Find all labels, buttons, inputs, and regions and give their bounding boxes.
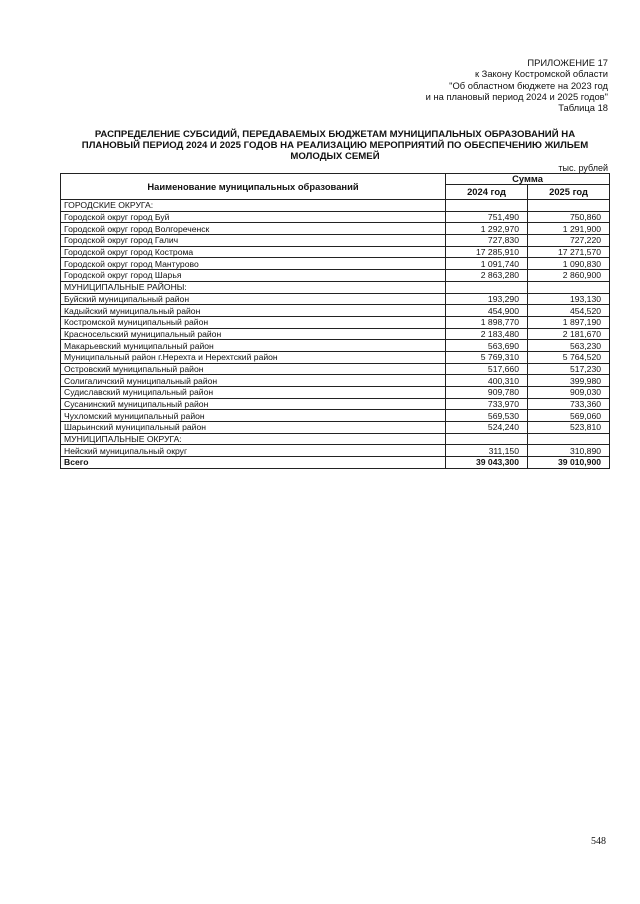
- cell-2024: 2 863,280: [446, 270, 528, 282]
- cell-2025: 193,130: [528, 293, 610, 305]
- total-2024: 39 043,300: [446, 457, 528, 469]
- cell-2024: 751,490: [446, 211, 528, 223]
- cell-2025: [528, 281, 610, 293]
- table-row: [61, 398, 610, 410]
- document-title: [60, 129, 610, 162]
- cell-name: Городской округ город Кострома: [61, 246, 446, 258]
- total-2025: 39 010,900: [528, 457, 610, 469]
- cell-2025: 563,230: [528, 340, 610, 352]
- cell-2024: [446, 281, 528, 293]
- cell-2024: 1 292,970: [446, 223, 528, 235]
- cell-2025: 1 291,900: [528, 223, 610, 235]
- cell-2024: 454,900: [446, 305, 528, 317]
- subsidy-table: [60, 173, 610, 469]
- column-header-name: Наименование муниципальных образований: [61, 174, 446, 200]
- table-row: [61, 270, 610, 282]
- header-law-line: к Закону Костромской области: [474, 68, 608, 80]
- cell-name: Костромской муниципальный район: [61, 316, 446, 328]
- column-header-2024: 2024 год: [446, 185, 528, 200]
- cell-2024: 517,660: [446, 363, 528, 375]
- table-row: [61, 235, 610, 247]
- cell-2024: 17 285,910: [446, 246, 528, 258]
- cell-2025: 454,520: [528, 305, 610, 317]
- cell-2024: 733,970: [446, 398, 528, 410]
- section-header-row: [61, 200, 610, 212]
- cell-2024: 1 898,770: [446, 316, 528, 328]
- cell-name: Муниципальный район г.Нерехта и Нерехтский район: [61, 351, 446, 363]
- cell-name: Городской округ город Мантурово: [61, 258, 446, 270]
- cell-2025: 2 181,670: [528, 328, 610, 340]
- cell-2024: 524,240: [446, 422, 528, 434]
- cell-name: Городской округ город Шарья: [61, 270, 446, 282]
- cell-2025: 1 090,830: [528, 258, 610, 270]
- total-row: [61, 457, 610, 469]
- header-appendix-line: ПРИЛОЖЕНИЕ 17: [527, 57, 608, 68]
- title-line-1: РАСПРЕДЕЛЕНИЕ СУБСИДИЙ, ПЕРЕДАВАЕМЫХ БЮДЖЕТАМ МУНИЦИПАЛЬНЫХ ОБРАЗОВАНИЙ НА: [94, 129, 576, 140]
- cell-2024: [446, 433, 528, 445]
- cell-2025: 733,360: [528, 398, 610, 410]
- cell-2025: 17 271,570: [528, 246, 610, 258]
- cell-name: Городской округ город Буй: [61, 211, 446, 223]
- total-label: Всего: [61, 457, 446, 469]
- cell-name: Шарьинский муниципальный район: [61, 422, 446, 434]
- cell-name: МУНИЦИПАЛЬНЫЕ ОКРУГА:: [61, 433, 446, 445]
- table-row: [61, 211, 610, 223]
- cell-2025: 569,060: [528, 410, 610, 422]
- cell-name: Городской округ город Волгореченск: [61, 223, 446, 235]
- table-row: [61, 293, 610, 305]
- header-budget-line: "Об областном бюджете на 2023 год: [449, 79, 608, 91]
- table-row: [61, 305, 610, 317]
- table-row: [61, 375, 610, 387]
- cell-2025: 310,890: [528, 445, 610, 457]
- table-row: [61, 351, 610, 363]
- cell-name: Островский муниципальный район: [61, 363, 446, 375]
- table-row: [61, 363, 610, 375]
- cell-name: Солигаличский муниципальный район: [61, 375, 446, 387]
- cell-name: Городской округ город Галич: [61, 235, 446, 247]
- table-row: [61, 316, 610, 328]
- cell-name: Буйский муниципальный район: [61, 293, 446, 305]
- cell-2024: 311,150: [446, 445, 528, 457]
- cell-name: Кадыйский муниципальный район: [61, 305, 446, 317]
- table-row: [61, 387, 610, 399]
- cell-name: Нейский муниципальный округ: [61, 445, 446, 457]
- title-line-3: МОЛОДЫХ СЕМЕЙ: [290, 151, 380, 162]
- cell-2025: 750,860: [528, 211, 610, 223]
- column-header-sum: Сумма: [446, 174, 610, 185]
- cell-2024: 400,310: [446, 375, 528, 387]
- table-row: [61, 246, 610, 258]
- title-line-2: ПЛАНОВЫЙ ПЕРИОД 2024 И 2025 ГОДОВ НА РЕАЛИЗАЦИЮ МЕРОПРИЯТИЙ ПО ОБЕСПЕЧЕНИЮ ЖИЛЬЕМ: [81, 140, 589, 151]
- cell-2025: 2 860,900: [528, 270, 610, 282]
- cell-2025: 399,980: [528, 375, 610, 387]
- cell-2025: 727,220: [528, 235, 610, 247]
- cell-2025: [528, 200, 610, 212]
- cell-2025: 909,030: [528, 387, 610, 399]
- cell-name: Судиславский муниципальный район: [61, 387, 446, 399]
- document-header: [426, 57, 608, 113]
- table-row: [61, 328, 610, 340]
- units-label: тыс. рублей: [558, 163, 608, 173]
- cell-2024: 909,780: [446, 387, 528, 399]
- header-table-number: Таблица 18: [558, 102, 608, 114]
- header-period-line: и на плановый период 2024 и 2025 годов": [425, 90, 608, 102]
- cell-2024: 1 091,740: [446, 258, 528, 270]
- cell-2024: [446, 200, 528, 212]
- cell-2025: 5 764,520: [528, 351, 610, 363]
- section-header-row: [61, 433, 610, 445]
- cell-name: Красносельский муниципальный район: [61, 328, 446, 340]
- cell-2024: 5 769,310: [446, 351, 528, 363]
- cell-name: Чухломский муниципальный район: [61, 410, 446, 422]
- table-row: [61, 223, 610, 235]
- cell-2024: 569,530: [446, 410, 528, 422]
- column-header-2025: 2025 год: [528, 185, 610, 200]
- cell-2025: 517,230: [528, 363, 610, 375]
- section-header-row: [61, 281, 610, 293]
- cell-name: МУНИЦИПАЛЬНЫЕ РАЙОНЫ:: [61, 281, 446, 293]
- cell-name: Сусанинский муниципальный район: [61, 398, 446, 410]
- table-row: [61, 258, 610, 270]
- table-row: [61, 340, 610, 352]
- cell-2024: 2 183,480: [446, 328, 528, 340]
- cell-2024: 727,830: [446, 235, 528, 247]
- cell-2025: 523,810: [528, 422, 610, 434]
- table-row: [61, 445, 610, 457]
- cell-2025: 1 897,190: [528, 316, 610, 328]
- page-number: 548: [591, 836, 606, 847]
- table-body: [61, 200, 610, 469]
- cell-2024: 193,290: [446, 293, 528, 305]
- cell-name: ГОРОДСКИЕ ОКРУГА:: [61, 200, 446, 212]
- table-row: [61, 422, 610, 434]
- cell-2025: [528, 433, 610, 445]
- table-row: [61, 410, 610, 422]
- cell-2024: 563,690: [446, 340, 528, 352]
- cell-name: Макарьевский муниципальный район: [61, 340, 446, 352]
